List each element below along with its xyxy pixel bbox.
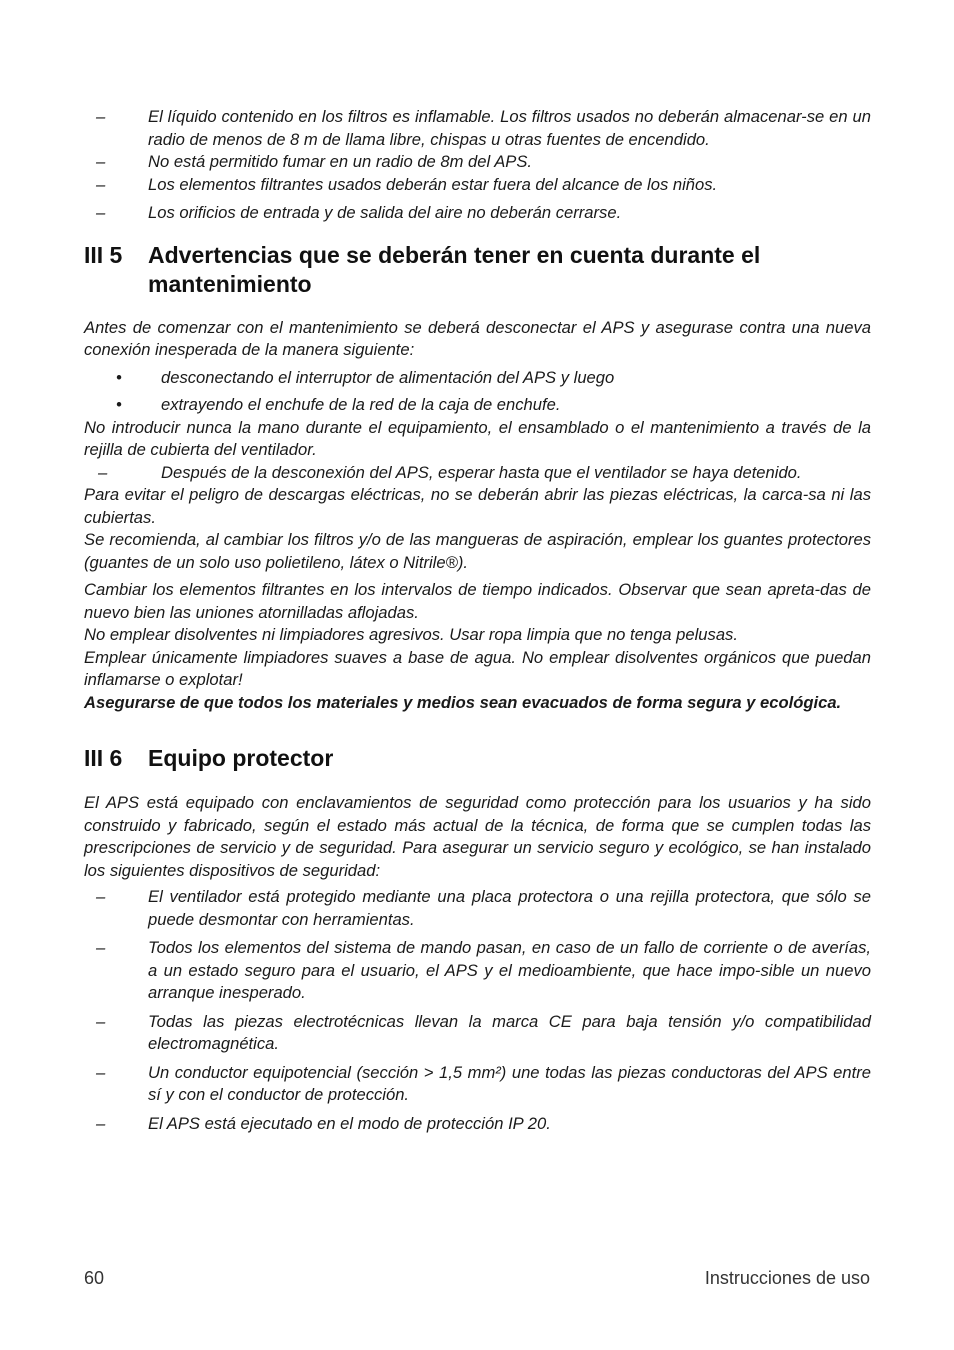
dash-mark: – <box>96 203 106 222</box>
intro-list <box>84 106 871 225</box>
paragraph: No emplear disolventes ni limpiadores agresivos. Usar ropa limpia que no tenga pelusas. <box>84 625 738 644</box>
paragraph: Para evitar el peligro de descargas eléctricas, no se deberán abrir las piezas eléctricas, la carca-sa ni las cubiertas. <box>84 485 871 527</box>
list-item-text: No está permitido fumar en un radio de 8m del APS. <box>148 152 533 171</box>
list-item-text: El ventilador está protegido mediante una placa protectora o una rejilla protectora, que sólo se puede desmontar con herramientas. <box>148 887 871 929</box>
list-item <box>84 202 871 225</box>
dash-mark: – <box>96 1062 106 1082</box>
list-item <box>84 1113 871 1136</box>
dash-mark: – <box>96 1011 106 1031</box>
list-item-text: Todas las piezas electrotécnicas llevan la marca CE para baja tensión y/o compatibilidad electromagnética. <box>148 1011 871 1053</box>
dash-mark: – <box>96 1113 106 1133</box>
footer-doc-title: Instrucciones de uso <box>704 1268 870 1288</box>
paragraph: El APS está equipado con enclavamientos de seguridad como protección para los usuarios y ha sido construido y fabricado, según el estado más actual de la técnica, de forma que se cumplen todas las prescripciones de servicio y de seguridad. Para asegurar un servicio seguro y ecológico, se han instalado los siguientes dispositivos de seguridad: <box>84 793 871 880</box>
section-number: III 6 <box>84 745 123 771</box>
bullet-item <box>84 367 871 390</box>
list-item <box>84 106 871 151</box>
section-number: III 5 <box>84 241 123 268</box>
bullet-mark: • <box>116 367 122 387</box>
bullet-text: extrayendo el enchufe de la red de la caja de enchufe. <box>161 395 561 414</box>
dash-mark: – <box>96 938 106 957</box>
bullet-item <box>84 394 871 417</box>
paragraph: Cambiar los elementos filtrantes en los intervalos de tiempo indicados. Observar que sean apreta-das de nuevo bien las uniones atornilladas aflojadas. <box>84 580 871 622</box>
dash-mark: – <box>96 107 106 126</box>
emphasis-paragraph: Asegurarse de que todos los materiales y medios sean evacuados de forma segura y ecológica. <box>84 692 842 712</box>
list-item <box>84 174 871 197</box>
section-title: Advertencias que se deberán tener en cuenta durante el mantenimiento <box>148 241 761 297</box>
list-item-text: Después de la desconexión del APS, esperar hasta que el ventilador se haya detenido. <box>161 462 802 482</box>
paragraph: Emplear únicamente limpiadores suaves a base de agua. No emplear disolventes orgánicos que puedan inflamarse o explotar! <box>84 647 871 689</box>
paragraph: No introducir nunca la mano durante el equipamiento, el ensamblado o el mantenimiento a través de la rejilla de cubierta del ventilador. <box>84 417 871 459</box>
list-item <box>84 151 871 174</box>
page-content <box>84 106 871 1135</box>
section-6-body <box>84 792 871 1135</box>
paragraph: Se recomienda, al cambiar los filtros y/o de las mangueras de aspiración, emplear los guantes protectores (guantes de un solo uso polietileno, látex o Nitrile®). <box>84 530 871 572</box>
list-item-text: Los elementos filtrantes usados deberán estar fuera del alcance de los niños. <box>148 174 718 194</box>
bullet-mark: • <box>116 395 122 414</box>
list-item-text: Todos los elementos del sistema de mando pasan, en caso de un fallo de corriente o de averías, a un estado seguro para el usuario, el APS y el medioambiente, que hace impo-sible un nuevo arranque inesperado. <box>148 938 871 1002</box>
list-item-text: El líquido contenido en los filtros es inflamable. Los filtros usados no deberán almacenar-se en un radio de menos de 8 m de llama libre, chispas u otras fuentes de encendido. <box>148 107 871 149</box>
list-item <box>84 462 871 485</box>
section-5-body <box>84 317 871 715</box>
list-item-text: El APS está ejecutado en el modo de protección IP 20. <box>148 1113 551 1133</box>
list-item <box>84 937 871 1005</box>
bullet-text: desconectando el interruptor de alimentación del APS y luego <box>161 367 615 387</box>
section-6-heading <box>84 744 871 773</box>
section-5-heading <box>84 241 871 299</box>
list-item <box>84 1062 871 1107</box>
dash-mark: – <box>98 462 108 482</box>
dash-mark: – <box>96 174 106 194</box>
section-title: Equipo protector <box>148 745 334 771</box>
list-item <box>84 886 871 931</box>
dash-mark: – <box>96 152 106 171</box>
dash-mark: – <box>96 887 106 906</box>
paragraph: Antes de comenzar con el mantenimiento se deberá desconectar el APS y asegurase contra una nueva conexión inesperada de la manera siguiente: <box>84 317 871 359</box>
list-item-text: Un conductor equipotencial (sección > 1,5 mm²) une todas las piezas conductoras del APS entre sí y con el conductor de protección. <box>148 1062 871 1104</box>
list-item-text: Los orificios de entrada y de salida del aire no deberán cerrarse. <box>148 203 622 222</box>
page-number: 60 <box>84 1268 105 1288</box>
list-item <box>84 1011 871 1056</box>
